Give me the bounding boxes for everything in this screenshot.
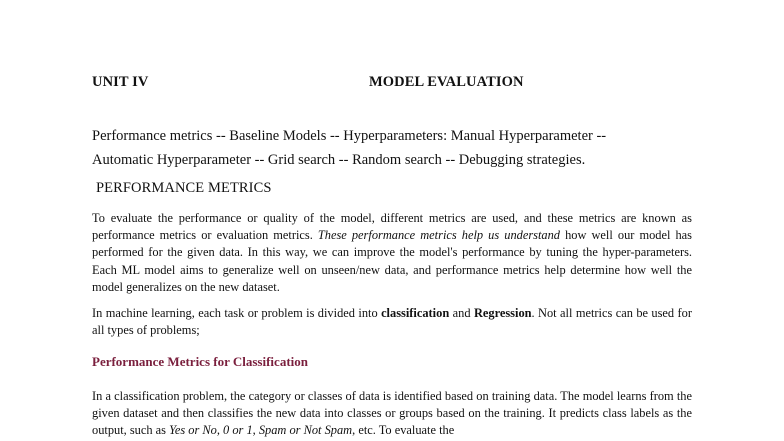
- topics-line-1: Performance metrics -- Baseline Models -- Hyperparameters: Manual Hyperparameter --: [92, 128, 607, 144]
- paragraph2-bold-regression: Regression: [473, 306, 532, 320]
- subsection-heading: Performance Metrics for Classification: [92, 354, 308, 369]
- paragraph2-text-a: In machine learning, each task or problem is divided into: [92, 306, 382, 320]
- paragraph1-text-b: how well our model has performed for the given data. In this way, we can improve the model's performance by tuning the hyper-parameters. Each ML model aims to generalize well on unseen/new data, and performance metrics help determine how well the model generalizes on the new dataset.: [92, 228, 693, 294]
- paragraph2-text-c: . Not all metrics can be used for all types of problems;: [92, 306, 692, 338]
- paragraph-classification: [92, 388, 692, 440]
- paragraph1-italic: These performance metrics help us understand: [317, 228, 561, 243]
- unit-label: UNIT IV: [92, 74, 149, 90]
- paragraph3-italic: Yes or No, 0 or 1, Spam or Not Spam: [169, 423, 353, 438]
- paragraph1-text-a: To evaluate the performance or quality of the model, different metrics are used, and these metrics are known as performance metrics or evaluation metrics.: [92, 211, 692, 243]
- unit-title: MODEL EVALUATION: [369, 74, 524, 90]
- paragraph2-text-b: and: [449, 306, 474, 320]
- topics-list: [92, 124, 692, 172]
- topics-line-2: Automatic Hyperparameter -- Grid search -- Random search -- Debugging strategies.: [92, 152, 586, 168]
- section-heading: PERFORMANCE METRICS: [96, 180, 272, 196]
- paragraph-performance-metrics: [92, 210, 692, 296]
- paragraph3-text-a: In a classification problem, the category or classes of data is identified based on training data. The model learns from the given dataset and then classifies the new data into classes or groups based on the training. It predicts class labels as the output, such as: [92, 389, 692, 438]
- paragraph3-text-b: , etc. To evaluate the: [352, 423, 455, 438]
- paragraph-task-types: [92, 305, 692, 339]
- paragraph2-bold-classification: classification: [381, 306, 450, 320]
